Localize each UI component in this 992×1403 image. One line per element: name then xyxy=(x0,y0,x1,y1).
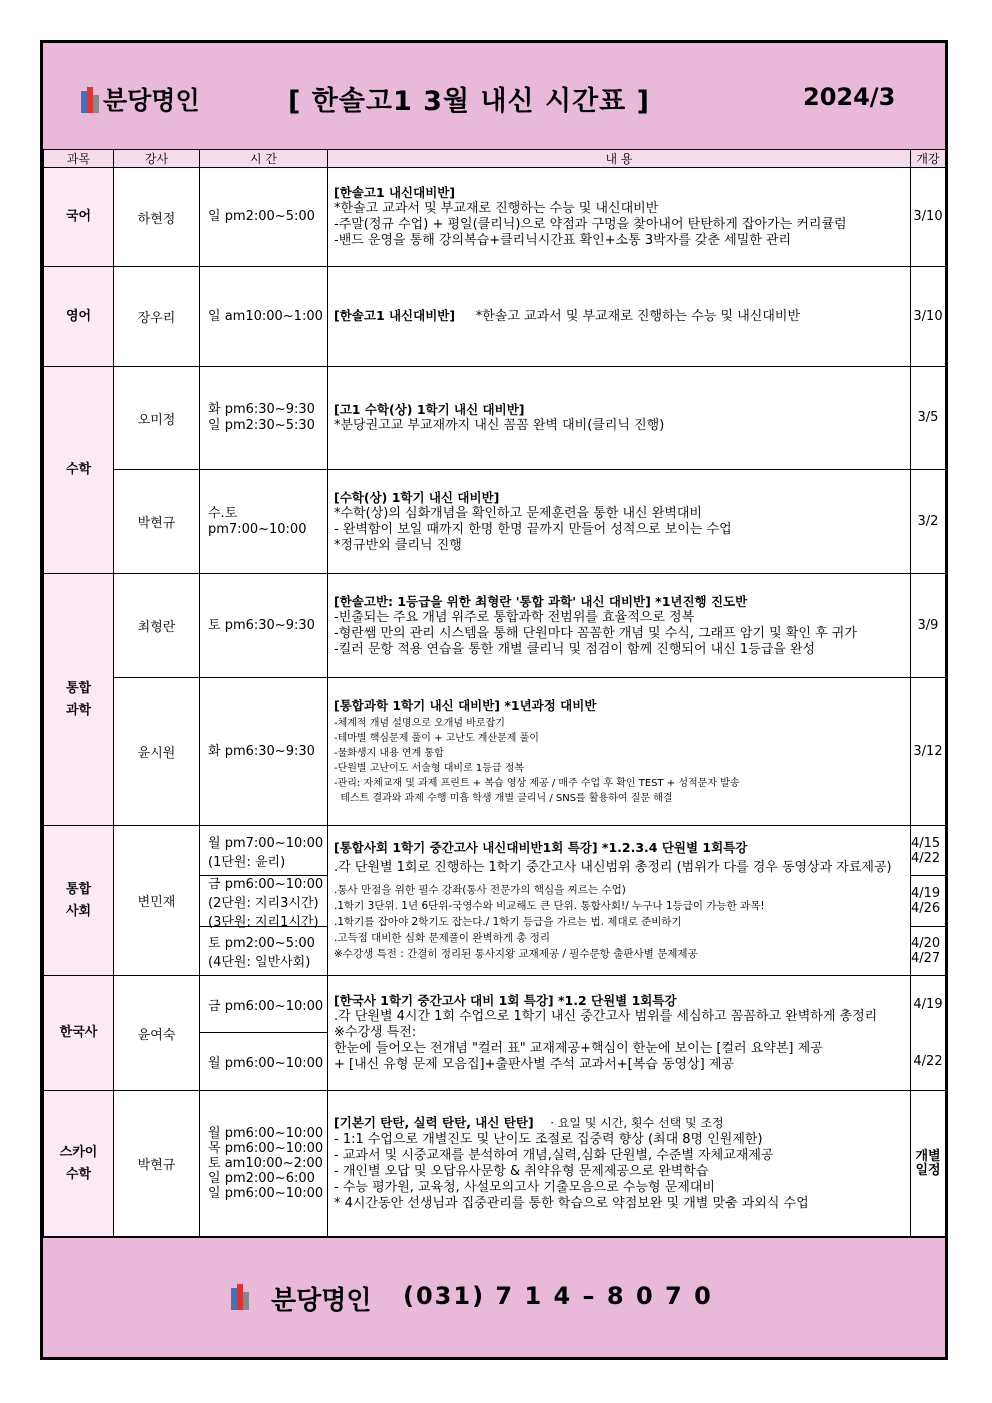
content-title: [기본기 탄탄, 실력 탄탄, 내신 탄탄] xyxy=(334,1115,534,1130)
content-title: [통합사회 1학기 중간고사 내신대비반1회 특강] *1.2.3.4 단원별 1회특강 xyxy=(334,839,748,855)
content-line: .1학기 3단위. 1년 6단위-국영수와 비교해도 큰 단위. 통합사회!/ 누구나 1등급이 가능한 과목! xyxy=(334,899,765,912)
time-cell xyxy=(200,470,328,574)
content-line: 한눈에 들어오는 전개념 "컬러 표" 교재제공+핵심이 한눈에 보이는 [컬러 요약본] 제공 xyxy=(334,1041,823,1056)
content-title: [통합과학 1학기 내신 대비반] *1년과정 대비반 xyxy=(334,697,597,713)
timetable-sheet xyxy=(40,40,948,1360)
open-slot xyxy=(911,926,945,975)
content-title: [한국사 1학기 중간고사 대비 1회 특강] *1.2 단원별 1회특강 xyxy=(334,993,677,1008)
content-line: -밴드 운영을 통해 강의복습+클리닉시간표 확인+소통 3박자를 갖춘 세밀한 관리 xyxy=(334,233,792,248)
time-line: 월 pm6:00~10:00 xyxy=(208,1126,324,1141)
content-line: -빈출되는 주요 개념 위주로 통합과학 전범위를 효율적으로 정복 xyxy=(334,609,695,625)
table-header-row xyxy=(44,150,946,168)
col-subject: 과목 xyxy=(44,150,114,168)
time-cell xyxy=(200,826,328,976)
time-slot xyxy=(200,926,327,975)
col-time: 시 간 xyxy=(200,150,328,168)
content-line: -관리: 자체교재 및 과제 프린트 + 복습 영상 제공 / 매주 수업 후 확인 TEST + 성적문자 발송 xyxy=(334,777,740,789)
content-title: [한솔고1 내신대비반] xyxy=(334,308,456,323)
time-line: 월 pm7:00~10:00 xyxy=(208,835,324,851)
time-slot: 금 pm6:00~10:00 xyxy=(208,998,324,1014)
content-cell xyxy=(328,678,911,826)
table-row xyxy=(44,574,946,678)
teacher-cell: 윤여숙 xyxy=(114,976,200,1091)
content-line: -체계적 개념 설명으로 오개념 바로잡기 xyxy=(334,717,505,729)
open-slot xyxy=(911,875,945,926)
subject-cell: 국어 xyxy=(44,168,114,267)
content-title: [수학(상) 1학기 내신 대비반] xyxy=(334,489,500,505)
table-row xyxy=(44,168,946,267)
content-line: - 개인별 오답 및 오답유사문항 & 취약유형 문제제공으로 완벽학습 xyxy=(334,1164,709,1179)
content-line: - 교과서 및 시중교재를 분석하여 개념,실력,심화 단원별, 수준별 자체교재제공 xyxy=(334,1148,774,1163)
table-row xyxy=(44,976,946,1091)
time-cell: 일 am10:00~1:00 xyxy=(200,267,328,367)
open-date: 4/19 xyxy=(911,886,941,901)
content-line: .1학기를 잡아야 2학기도 잡는다./ 1학기 등급을 가르는 법. 제대로 준비하기 xyxy=(334,915,682,928)
content-line: *수학(상)의 심화개념을 확인하고 문제훈련을 통한 내신 완벽대비 xyxy=(334,505,702,521)
open-date-cell: 3/10 xyxy=(911,168,946,267)
subject-cell: 통합 사회 xyxy=(44,826,114,976)
col-open: 개강 xyxy=(911,150,946,168)
brand-logo-icon xyxy=(81,87,99,113)
open-date-cell: 3/5 xyxy=(911,367,946,470)
time-line: 일 pm2:00~6:00 xyxy=(208,1171,315,1186)
content-line: *한솔고 교과서 및 부교재로 진행하는 수능 및 내신대비반 xyxy=(334,201,659,216)
content-title: [한솔고반: 1등급을 위한 최형란 '통합 과학' 내신 대비반] *1년진행 진도반 xyxy=(334,593,748,609)
content-line: + [내신 유형 문제 모음집]+출판사별 주석 교과서+[복습 동영상] 제공 xyxy=(334,1057,734,1072)
time-line: (2단원: 지리3시간) xyxy=(208,895,319,911)
phone-number: (031) 7 1 4 – 8 0 7 0 xyxy=(403,1282,713,1310)
open-date-cell: 3/2 xyxy=(911,470,946,574)
table-row xyxy=(44,470,946,574)
content-cell xyxy=(328,1091,911,1237)
teacher-cell: 윤시원 xyxy=(114,678,200,826)
teacher-cell: 오미정 xyxy=(114,367,200,470)
content-line: -킬러 문항 적용 연습을 통한 개별 클리닉 및 점검이 함께 진행되어 내신 1등급을 완성 xyxy=(334,641,816,657)
content-cell xyxy=(328,470,911,574)
timetable xyxy=(43,149,946,1237)
time-cell xyxy=(200,367,328,470)
subject-cell: 한국사 xyxy=(44,976,114,1091)
content-line: .각 단원별 1회로 진행하는 1학기 중간고사 내신범위 총정리 (범위가 다를 경우 동영상과 자료제공) xyxy=(334,859,892,875)
content-line: -단원별 고난이도 서술형 대비로 1등급 정복 xyxy=(334,762,525,774)
open-date: 4/26 xyxy=(911,901,941,916)
teacher-cell: 박현규 xyxy=(114,1091,200,1237)
content-cell xyxy=(328,367,911,470)
table-row xyxy=(44,678,946,826)
content-line: -물화생지 내용 연계 통합 xyxy=(334,747,444,759)
time-slot xyxy=(200,826,327,875)
time-line: 토 am10:00~2:00 xyxy=(208,1156,323,1171)
content-cell xyxy=(328,267,911,367)
content-line: .고득점 대비한 심화 문제풀이 완벽하게 총 정리 xyxy=(334,931,551,944)
content-line: - 완벽함이 보일 때까지 한명 한명 끝까지 만들어 성적으로 보이는 수업 xyxy=(334,521,732,537)
teacher-cell: 하현정 xyxy=(114,168,200,267)
time-line: (3단원: 지리1시간) xyxy=(208,914,319,930)
time-slot xyxy=(200,875,327,930)
time-line: 수.토 xyxy=(208,505,238,521)
open-date: 4/20 xyxy=(911,936,941,951)
time-cell xyxy=(200,976,328,1091)
open-date: 4/15 xyxy=(911,835,941,851)
content-line: -테마별 핵심문제 풀이 + 고난도 계산문제 풀이 xyxy=(334,732,539,744)
table-row xyxy=(44,826,946,976)
time-line: 일 pm6:00~10:00 xyxy=(208,1186,324,1201)
time-cell xyxy=(200,1091,328,1237)
table-row xyxy=(44,267,946,367)
content-line: -주말(정규 수업) + 평일(클리닉)으로 약점과 구멍을 찾아내어 탄탄하게 잡아가는 커리큘럼 xyxy=(334,217,847,232)
content-line: -형란쌤 만의 관리 시스템을 통해 단원마다 꼼꼼한 개념 및 수식, 그래프 암기 및 확인 후 귀가 xyxy=(334,625,857,641)
content-line: .각 단원별 4시간 1회 수업으로 1학기 내신 중간고사 범위를 세심하고 꼼꼼하고 완벽하게 총정리 xyxy=(334,1009,878,1024)
content-line: 테스트 결과와 과제 수행 미흡 학생 개별 클리닉 / SNS를 활용하여 질문 해결 xyxy=(334,792,673,804)
content-cell xyxy=(328,826,911,976)
content-cell xyxy=(328,976,911,1091)
open-date-cell: 3/12 xyxy=(911,678,946,826)
open-date: 4/27 xyxy=(911,951,941,966)
open-slot: 4/22 xyxy=(913,1053,943,1069)
open-date-cell: 3/10 xyxy=(911,267,946,367)
teacher-cell: 변민재 xyxy=(114,826,200,976)
content-line: ※수강생 특전: xyxy=(334,1025,417,1040)
open-date-cell xyxy=(911,976,946,1091)
table-row xyxy=(44,367,946,470)
subject-cell: 스카이 수학 xyxy=(44,1091,114,1237)
content-title-note: · 요일 및 시간, 횟수 선택 및 조정 xyxy=(550,1116,724,1130)
content-line: *분당권고교 부교재까지 내신 꼼꼼 완벽 대비(클리닉 진행) xyxy=(334,418,665,433)
open-date-cell: 개별 일정 xyxy=(911,1091,946,1237)
footer-brand-name: 분당명인 xyxy=(271,1286,372,1316)
content-line: - 수능 평가원, 교육청, 사설모의고사 기출모음으로 수능형 문제대비 xyxy=(334,1180,715,1195)
content-line: * 4시간동안 선생님과 집중관리를 통한 학습으로 약점보완 및 개별 맞춤 과외식 수업 xyxy=(334,1196,809,1211)
col-teacher: 강사 xyxy=(114,150,200,168)
open-date-cell: 3/9 xyxy=(911,574,946,678)
time-slot: 월 pm6:00~10:00 xyxy=(200,1032,327,1090)
content-line: - 1:1 수업으로 개별진도 및 난이도 조절로 집중력 향상 (최대 8명 인원제한) xyxy=(334,1132,763,1147)
time-line: pm7:00~10:00 xyxy=(208,521,307,537)
subject-cell: 수학 xyxy=(44,367,114,574)
time-cell: 화 pm6:30~9:30 xyxy=(200,678,328,826)
content-line: *정규반외 클리닉 진행 xyxy=(334,537,462,553)
time-line: 토 pm2:00~5:00 xyxy=(208,936,315,951)
content-line: *한솔고 교과서 및 부교재로 진행하는 수능 및 내신대비반 xyxy=(475,309,801,324)
col-content: 내 용 xyxy=(328,150,911,168)
content-title: [한솔고1 내신대비반] xyxy=(334,185,456,200)
open-date: 4/22 xyxy=(911,850,941,866)
time-line: (1단원: 윤리) xyxy=(208,854,286,870)
brand-name: 분당명인 xyxy=(103,86,200,115)
content-cell xyxy=(328,574,911,678)
content-title: [고1 수학(상) 1학기 내신 대비반] xyxy=(334,402,525,417)
date-label: 2024/3 xyxy=(803,83,896,111)
subject-cell: 통합 과학 xyxy=(44,574,114,826)
page-title: [ 한솔고1 3월 내신 시간표 ] xyxy=(288,86,650,117)
header-banner xyxy=(43,43,945,151)
content-cell xyxy=(328,168,911,267)
brand-logo-icon xyxy=(231,1284,249,1310)
time-line: 일 pm2:30~5:30 xyxy=(208,418,315,433)
teacher-cell: 장우리 xyxy=(114,267,200,367)
content-line: ※수강생 특전 : 간결히 정리된 통사지왕 교재제공 / 필수문항 출판사별 문제제공 xyxy=(334,947,698,960)
open-slot xyxy=(911,826,945,875)
content-line: .통사 만점을 위한 필수 강좌(통사 전문가의 핵심을 찌르는 수업) xyxy=(334,883,626,896)
time-line: 목 pm6:00~10:00 xyxy=(208,1141,324,1156)
time-line: (4단원: 일반사회) xyxy=(208,955,311,970)
teacher-cell: 최형란 xyxy=(114,574,200,678)
time-line: 화 pm6:30~9:30 xyxy=(208,402,315,417)
open-date-cell xyxy=(911,826,946,976)
time-cell: 토 pm6:30~9:30 xyxy=(200,574,328,678)
open-slot: 4/19 xyxy=(913,997,943,1012)
time-cell: 일 pm2:00~5:00 xyxy=(200,168,328,267)
subject-cell: 영어 xyxy=(44,267,114,367)
table-row xyxy=(44,1091,946,1237)
footer-banner xyxy=(43,1236,945,1357)
time-line: 금 pm6:00~10:00 xyxy=(208,876,324,892)
teacher-cell: 박현규 xyxy=(114,470,200,574)
